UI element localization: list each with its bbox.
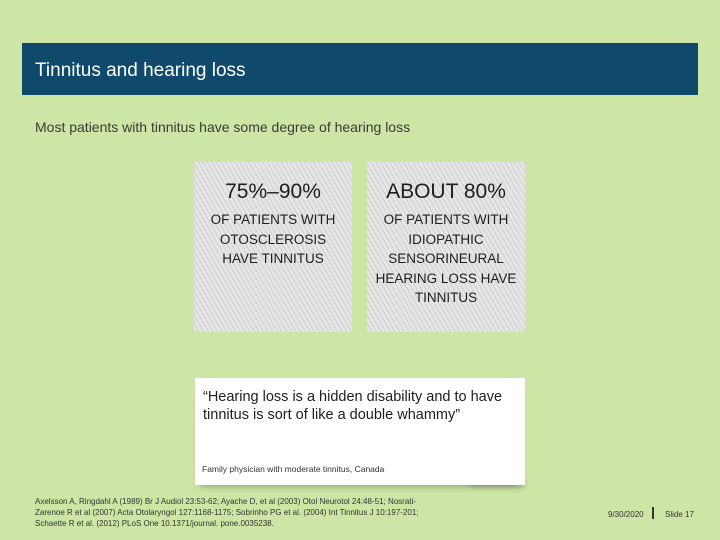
footer-date: 9/30/2020 — [608, 510, 644, 519]
slide-title: Tinnitus and hearing loss — [35, 59, 246, 81]
quote-text: “Hearing loss is a hidden disability and to have tinnitus is sort of like a double whammy” — [203, 389, 503, 423]
reference-line: Zarenoe R et al (2007) Acta Otolaryngol 127:1168-1175; Sobrinho PG et al. (2004) Int Tinnitus J 10:197-201; — [35, 508, 419, 517]
quote-attribution: Family physician with moderate tinnitus, Canada — [202, 464, 385, 474]
references — [35, 496, 485, 529]
reference-line: Schaette R et al. (2012) PLoS One 10.1371/journal. pone.0035238. — [35, 519, 274, 528]
footer-divider — [652, 507, 654, 519]
stat-description: OF PATIENTS WITH OTOSCLEROSIS HAVE TINNITUS — [210, 212, 336, 266]
reference-line: Axelsson A, Ringdahl A (1989) Br J Audiol 23:53-62; Ayache D, et al (2003) Otol Neurotol 24:48-51; Nosrati- — [35, 497, 416, 506]
title-bar — [22, 43, 698, 95]
stat-value: 75%–90% — [225, 180, 321, 203]
quote-card — [195, 378, 525, 485]
stat-description: OF PATIENTS WITH IDIOPATHIC SENSORINEURAL HEARING LOSS HAVE TINNITUS — [375, 212, 517, 305]
stat-box-sensorineural — [367, 162, 525, 332]
stat-box-otosclerosis — [194, 162, 352, 332]
slide-subtitle: Most patients with tinnitus have some degree of hearing loss — [35, 119, 411, 135]
footer-slide-number: Slide 17 — [665, 510, 694, 519]
stat-value: ABOUT 80% — [386, 180, 506, 203]
